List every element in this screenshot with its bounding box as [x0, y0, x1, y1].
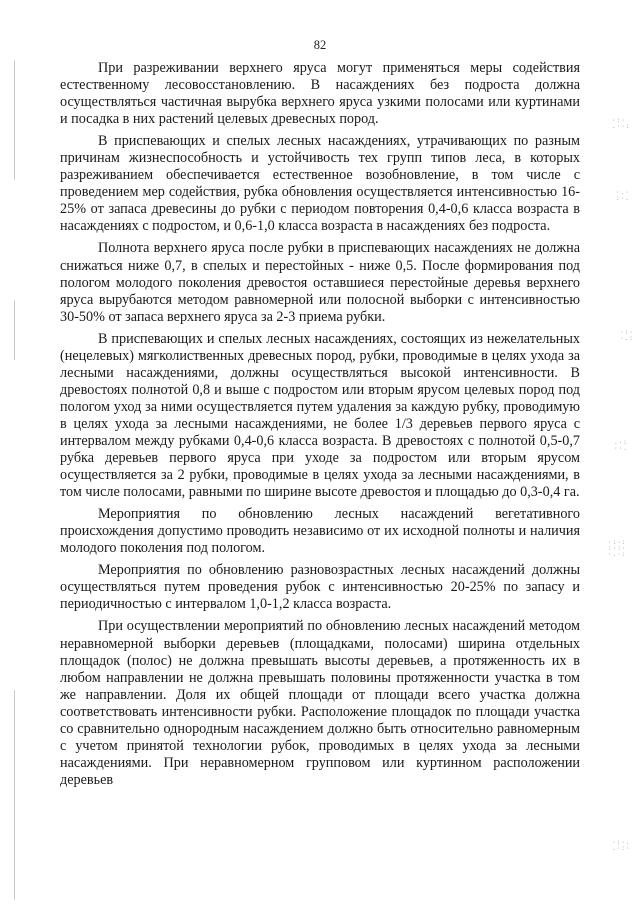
paragraph: В приспевающих и спелых лесных насаждениях, утрачивающих по разным причинам жизнеспособность и устойчивость тех групп типов леса, в которых разреживанием обеспечивается естественное возобновление, в том числе с проведением мер содействия, рубка обновления осуществляется интенсивностью 16-25% от запаса древесины до рубки с периодом повторения 0,4-0,6 класса возраста в насаждениях с подростом, и 0,6-1,0 класса возраста в насаждениях без подроста. [60, 133, 580, 235]
scan-artifact: ·.· :·. [616, 189, 630, 202]
paragraph: В приспевающих и спелых лесных насаждениях, состоящих из нежелательных (нецелевых) мягколиственных древесных пород, рубки, проводимые в целях ухода за лесными насаждениями, должны осуществляться высокой интенсивности. В древостоях полнотой 0,8 и выше с подростом или вторым ярусом целевых пород под пологом уход за ними осуществляется путем удаления за каждую рубку, проводимую в целях ухода за лесными насаждениями, не более 1/3 деревьев первого яруса с интервалом между рубками 0,4-0,6 класса возраста. В древостоях с полнотой 0,5-0,7 рубка деревьев первого яруса при уходе за подростом или вторым ярусом осуществляется за 2 рубки, проводимые в целях ухода за лесными насаждениями, в том числе полосами, равными по ширине высоте древостоя и площадью до 0,3-0,4 га. [60, 330, 580, 501]
paragraph: Мероприятия по обновлению лесных насаждений вегетативного происхождения допустимо проводить независимо от их исходной полноты и наличия молодого поколения под пологом. [60, 506, 580, 557]
scan-artifact: ·:·: :·:· ·.·: [608, 539, 627, 558]
paragraph: При осуществлении мероприятий по обновлению лесных насаждений методом неравномерной выборки деревьев (площадками, полосами) ширина отдельных площадок (полос) не должна превышать высоты деревьев, а протяженность их в любом направлении не должна превышать половины протяженности участка в том же направлении. Доля их общей площади от площади всего участка должна соответствовать интенсивности рубки. Расположение площадок по площади участка со сравнительно однородным насаждением должно быть относительно равномерным с учетом принятой технологии рубок, проводимых в целях ухода за лесными насаждениями. При неравномерном групповом или куртинном расположении деревьев [60, 618, 580, 788]
scan-margin-line [14, 60, 15, 180]
paragraph: Полнота верхнего яруса после рубки в приспевающих насаждениях не должна снижаться ниже 0,7, в спелых и перестойных - ниже 0,5. После формирования под пологом молодого поколения древостоя оставшиеся перестойные деревья верхнего яруса вырубаются методом равномерной или полосной выборки с интенсивностью 30-50% от запаса верхнего яруса за 2-3 приема рубки. [60, 240, 580, 325]
scan-artifact: ·:·. .·:· [612, 839, 631, 852]
scan-artifact: .·: ··. [614, 439, 628, 452]
paragraph: Мероприятия по обновлению разновозрастных лесных насаждений должны осуществляться путем проведения рубок с интенсивностью 20-25% по запасу и периодичностью с интервалом 1,0-1,2 класса возраста. [60, 562, 580, 613]
scan-margin-line [14, 300, 15, 360]
scan-margin-line [14, 690, 15, 900]
paragraph: При разреживании верхнего яруса могут применяться меры содействия естественному лесовосстановлению. В насаждениях без подроста должна осуществляться частичная вырубка верхнего яруса узкими полосами или куртинами и посадка в них растений целевых древесных пород. [60, 60, 580, 128]
scan-artifact: ·:· .··: [612, 117, 631, 130]
page-number: 82 [313, 38, 327, 52]
body-text [60, 60, 580, 794]
scan-artifact: ·:· ·.: [620, 329, 634, 342]
